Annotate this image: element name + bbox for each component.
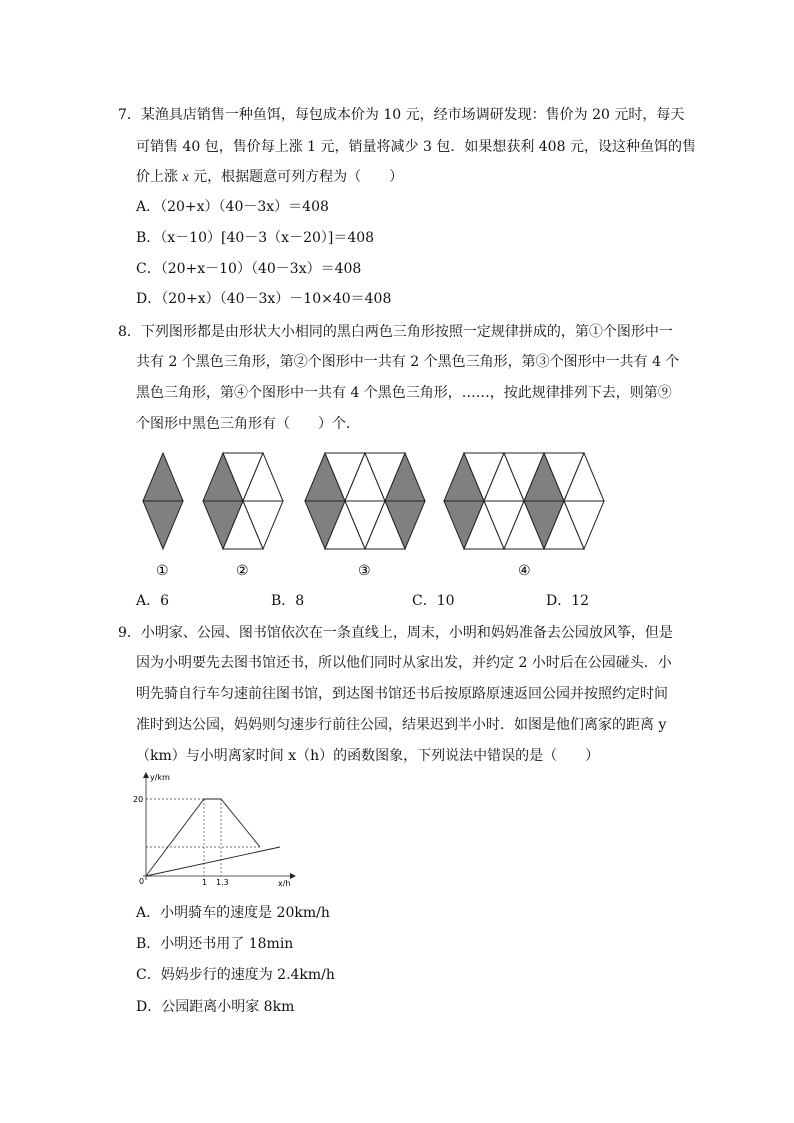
q9-line-5: （km）与小明离家时间 x（h）的函数图象，下列说法中错误的是（ ） (136, 748, 600, 764)
q7-option-b: B．（x－10）[40－3（x－20）]＝408 (136, 230, 375, 246)
q8-line-3: 黑色三角形，第④个图形中一共有 4 个黑色三角形，……，按此规律排列下去，则第⑨ (136, 385, 672, 401)
q7-option-c: C．（20+x－10）（40－3x）＝408 (136, 261, 362, 277)
mom-line (146, 847, 280, 876)
q7-option-d: D．（20+x）（40－3x）－10×40＝408 (136, 291, 392, 307)
q7-line-2: 可销售 40 包，售价每上涨 1 元，销量将减少 3 包．如果想获利 408 元，设这种鱼饵的售 (136, 139, 696, 155)
figure-label-3: ③ (358, 563, 371, 579)
q9-line-4: 准时到达公园，妈妈则匀速步行前往公园，结果迟到半小时．如图是他们离家的距离 y (136, 717, 667, 733)
figure-3 (305, 453, 425, 549)
q9-line-3: 明先骑自行车匀速前往图书馆，到达图书馆还书后按原路原速返回公园并按照约定时间 (136, 686, 668, 702)
q7-line-3 (136, 167, 403, 188)
y-axis-label: y/km (150, 773, 170, 782)
q9-option-b: B．小明还书用了 18min (136, 936, 294, 952)
q9-option-c: C．妈妈步行的速度为 2.4km/h (136, 967, 335, 983)
q7-var-x: x (182, 170, 189, 185)
triangle-figures (0, 445, 794, 585)
y-axis-arrow (143, 772, 149, 778)
q9-line-1: 9．小明家、公园、图书馆依次在一条直线上，周末，小明和妈妈准备去公园放风筝，但是 (118, 625, 673, 641)
q9-line-2: 因为小明要先去图书馆还书，所以他们同时从家出发，并约定 2 小时后在公园碰头．小 (136, 655, 672, 671)
q8-option-d: D．12 (546, 593, 590, 609)
q7-option-a: A．（20+x）（40－3x）＝408 (136, 199, 329, 215)
x-axis-label: x/h (278, 879, 291, 888)
figure-label-2: ② (236, 563, 249, 579)
q8-line-1: 8．下列图形都是由形状大小相同的黑白两色三角形按照一定规律拼成的，第①个图形中一 (118, 324, 673, 340)
figure-label-4: ④ (518, 563, 531, 579)
figure-label-1: ① (156, 563, 169, 579)
q8-line-4: 个图形中黑色三角形有（ ）个． (136, 416, 360, 432)
figure-1-dark-triangle-bottom (143, 501, 183, 549)
distance-time-graph (130, 772, 310, 892)
x-tick-13: 1.3 (216, 878, 229, 887)
q7-line-3-a: 价上涨 (136, 169, 183, 185)
origin-label: 0 (139, 877, 145, 886)
figure-4 (444, 453, 604, 549)
q9-option-d: D．公园距离小明家 8km (136, 999, 295, 1015)
q8-line-2: 共有 2 个黑色三角形，第②个图形中一共有 2 个黑色三角形，第③个图形中一共有 4 个 (136, 354, 680, 370)
q7-line-3-b: 元，根据题意可列方程为（ ） (188, 169, 404, 185)
x-axis-arrow (290, 873, 296, 879)
q8-option-a: A．6 (136, 593, 170, 609)
q7-line-1: 7．某渔具店销售一种鱼饵，每包成本价为 10 元，经市场调研发现：售价为 20 元时，每天 (118, 107, 685, 123)
figure-1-dark-triangle-top (143, 453, 183, 501)
figure-1 (143, 453, 183, 549)
q9-option-a: A．小明骑车的速度是 20km/h (136, 905, 330, 921)
xiaoming-line (146, 799, 260, 876)
figure-2 (203, 453, 283, 549)
q8-option-c: C．10 (412, 593, 455, 609)
q8-option-b: B．8 (271, 593, 305, 609)
x-tick-1: 1 (202, 878, 208, 887)
y-tick-20: 20 (133, 795, 144, 804)
